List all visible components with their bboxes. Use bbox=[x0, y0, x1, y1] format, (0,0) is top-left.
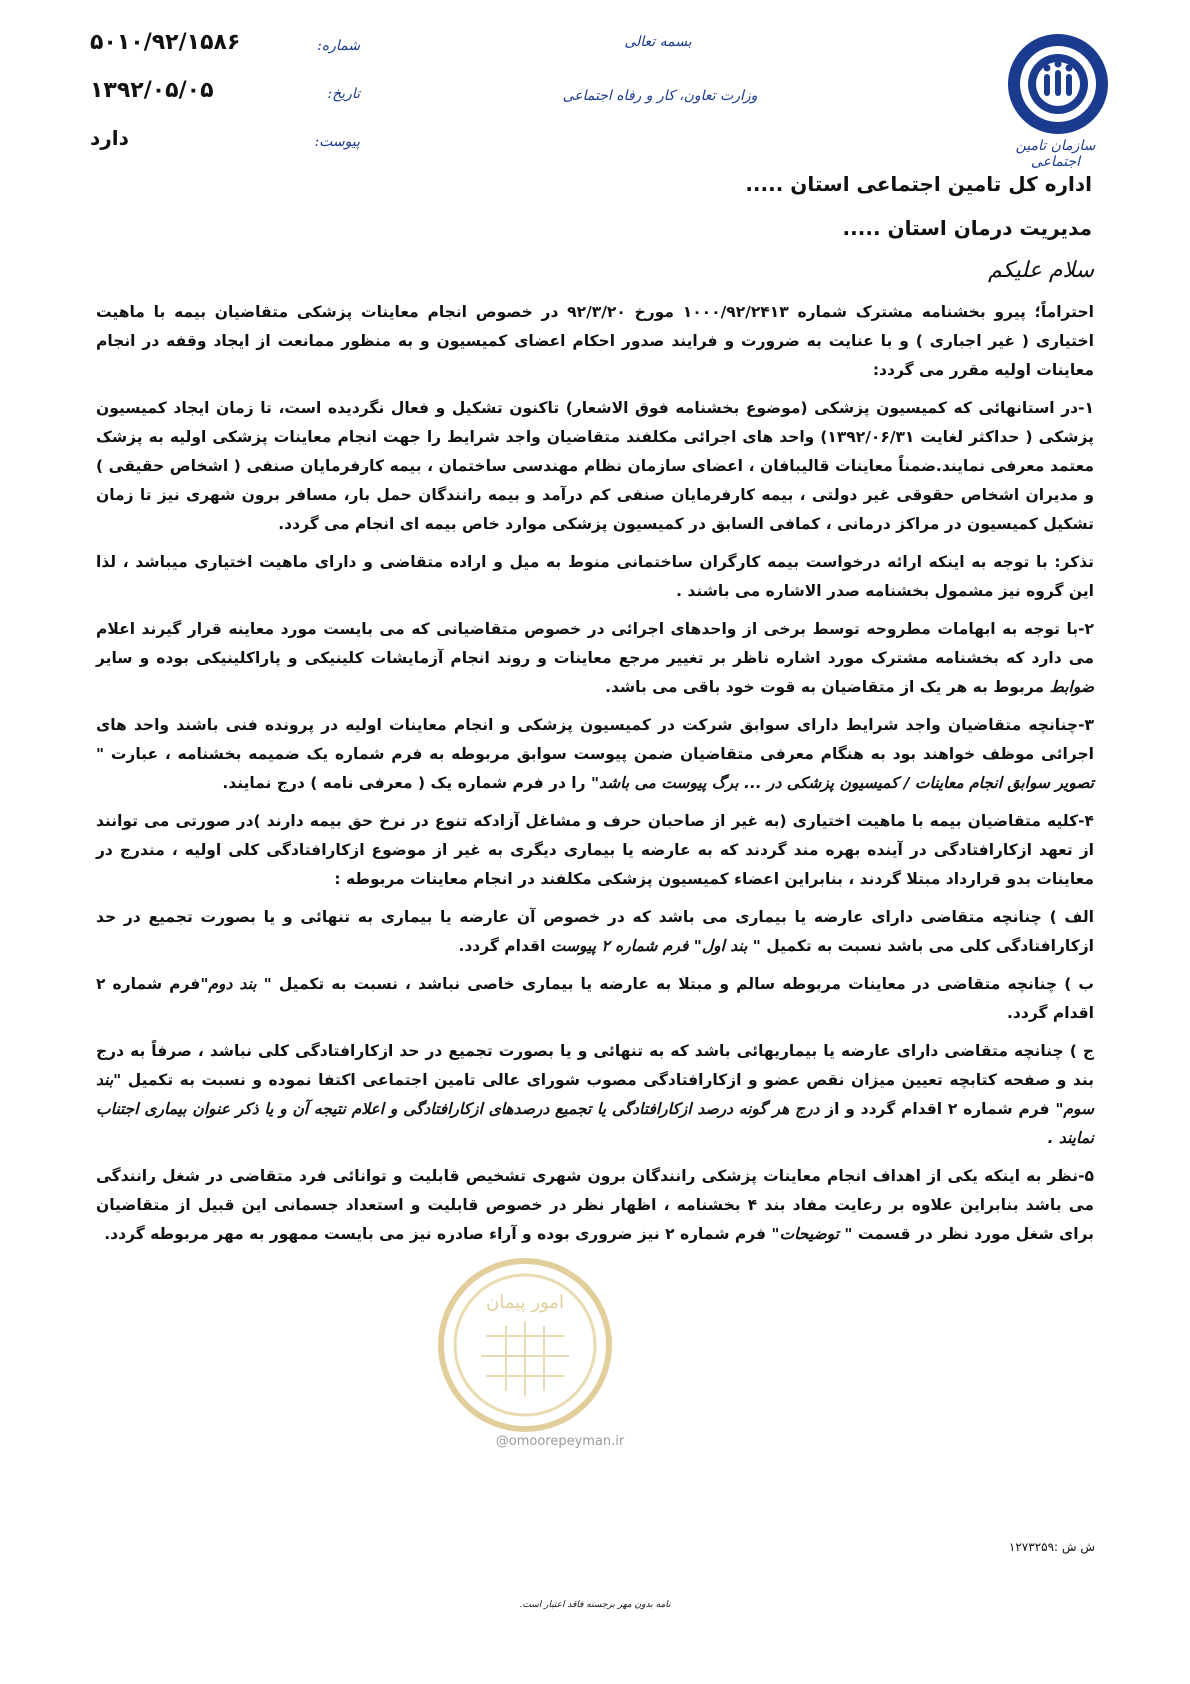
stamp-seal-icon bbox=[436, 1256, 614, 1434]
sub-item-c-emphasis-1: "بند سوم" bbox=[96, 1071, 1094, 1118]
number-label: شماره: bbox=[317, 38, 360, 54]
letter-body bbox=[96, 298, 1094, 1258]
recipient-line-2: مدیریت درمان استان ..... bbox=[842, 216, 1092, 240]
organization-name: سازمان تامین اجتماعی bbox=[1015, 138, 1096, 170]
item-2-text: ۲-با توجه به ابهامات مطروحه توسط برخی از واحدهای اجرائی در خصوص متقاضیانی که می بایست مورد معاینه قرار گیرند اعلام می دارد که بخشنامه مشترک مورد اشاره ناظر بر تغییر مرجع معاینات و روند انجام آزمایشات کلینیکی و پاراکلینیکی بوده و سایر bbox=[96, 620, 1094, 667]
item-3-text: ۳-چنانچه متقاضیان واجد شرایط دارای سوابق شرکت در کمیسیون پزشکی و انجام معاینات اولیه در پرونده فنی باشند واحد های اجرائی موظف خواهند بود به هنگام معرفی متقاضیان ضمن پیوست سوابق مربوطه به فرم شماره یک ضمیمه بخشنامه ، عبارت bbox=[96, 716, 1094, 763]
item-5-text: ۵-نظر به اینکه یکی از اهداف انجام معاینات پزشکی رانندگان برون شهری تشخیص قابلیت و توانائی فرد متقاضی در شغل رانندگی می باشد بنابراین علاوه بر رعایت مفاد بند ۴ بخشنامه ، اظهار نظر در خصوص قابلیت و استعداد جسمانی این قبیل از متقاضیان برای شغل مورد نظر در قسمت bbox=[96, 1167, 1095, 1243]
attachment-label: پیوست: bbox=[314, 134, 360, 150]
sub-item-c bbox=[96, 1037, 1094, 1153]
greeting: سلام علیکم bbox=[987, 258, 1094, 283]
intro-paragraph: احتراماً؛ پیرو بخشنامه مشترک شماره ۱۰۰۰/۹۲/۲۴۱۳ مورخ ۹۲/۳/۲۰ در خصوص انجام معاینات پزشکی متقاضیان بیمه با ماهیت اختیاری ( غیر اجباری ) و با عنایت به ضرورت و فرایند صدور احکام اعضای کمیسیون و به منظور ممانعت از ایجاد وقفه در انجام معاینات اولیه مقرر می گردد: bbox=[96, 303, 1094, 379]
watermark: @omoorepeyman.ir bbox=[495, 1434, 625, 1449]
ministry-name: وزارت تعاون، کار و رفاه اجتماعی bbox=[562, 88, 758, 104]
item-2-emphasis: ضوابط bbox=[1049, 678, 1094, 696]
sub-item-a-text: الف ) چنانچه متقاضی دارای عارضه یا بیماری می باشد که در خصوص آن عارضه یا بیماری به تنهائی و یا بصورت تجمیع در حد ازکارافتادگی کلی می باشد نسبت به تکمیل bbox=[96, 908, 1094, 955]
stamp-text: امور پیمان bbox=[486, 1292, 564, 1313]
recipient-line-1: اداره کل تامین اجتماعی استان ..... bbox=[745, 172, 1092, 196]
item-2 bbox=[96, 615, 1094, 702]
sub-item-c-emphasis-2: درج هر گونه درصد ازکارافتادگی یا تجمیع درصدهای ازکارافتادگی و اعلام نتیجه آن و یا ذکر عنوان بیماری اجتناب نمایند . bbox=[96, 1100, 1094, 1147]
social-security-logo-icon bbox=[1004, 30, 1112, 138]
basmala: بسمه تعالی bbox=[624, 34, 692, 50]
sub-item-b bbox=[96, 970, 1094, 1028]
sub-item-c-text: ج ) چنانچه متقاضی دارای عارضه یا بیماریهائی باشد که به تنهائی و یا بصورت تجمیع در حد ازکارافتادگی کلی نباشد ، صرفاً به درج بند و صفحه کتابچه تعیین میزان نقص عضو و ازکارافتادگی مصوب شورای عالی تامین اجتماعی اکتفا نموده و نسبت به تکمیل bbox=[96, 1042, 1094, 1089]
attachment-value: دارد bbox=[90, 126, 129, 150]
item-4: ۴-کلیه متقاضیان بیمه با ماهیت اختیاری (به غیر از صاحبان حرف و مشاغل آزادکه تنوع در نرخ حق بیمه دارند )در صورتی می توانند از تعهد ازکارافتادگی در آینده بهره مند گردند که به عارضه یا بیماری دیگری به غیر از موضوع ازکارافتادگی کلی اولیه ، مندرج در معاینات بدو قرارداد مبتلا گردند ، بنابراین اعضاء کمیسیون پزشکی مکلفند در انجام معاینات مربوطه : bbox=[96, 812, 1094, 888]
sub-item-a-emphasis: " بند اول" فرم شماره ۲ پیوست bbox=[550, 937, 761, 955]
footer-code: ش ش :۱۲۷۳۲۵۹ bbox=[1008, 1540, 1095, 1554]
date-label: تاریخ: bbox=[327, 86, 360, 102]
letter-number: ۵۰۱۰/۹۲/۱۵۸۶ bbox=[90, 30, 241, 55]
note-paragraph bbox=[96, 548, 1094, 606]
item-5-emphasis: " توضیحات" bbox=[771, 1225, 853, 1243]
note-text: با توجه به اینکه ارائه درخواست بیمه کارگران ساختمانی منوط به میل و اراده متقاضی و دارای ماهیت اختیاری میباشد ، لذا این گروه نیز مشمول بخشنامه صدر الاشاره می باشند . bbox=[96, 553, 1094, 600]
item-5 bbox=[96, 1162, 1094, 1249]
item-5-text-end: فرم شماره ۲ نیز ضروری بوده و آراء صادره نیز می بایست ممهور به مهر مربوطه گردد. bbox=[104, 1225, 772, 1243]
item-3-text-end: را در فرم شماره یک ( معرفی نامه ) درج نمایند. bbox=[222, 774, 591, 792]
sub-item-c-text-mid: فرم شماره ۲ اقدام گردد و از bbox=[819, 1100, 1056, 1118]
sub-item-b-emphasis: " بند دوم" bbox=[200, 975, 272, 993]
item-2-text-end: مربوط به هر یک از متقاضیان به قوت خود باقی می باشد. bbox=[605, 678, 1050, 696]
footer-note: نامه بدون مهر برجسته فاقد اعتبار است. bbox=[519, 1600, 671, 1610]
letter-date: ۱۳۹۲/۰۵/۰۵ bbox=[90, 78, 214, 103]
sub-item-a bbox=[96, 903, 1094, 961]
sub-item-a-text-end: اقدام گردد. bbox=[458, 937, 551, 955]
sub-item-b-text: ب ) چنانچه متقاضی در معاینات مربوطه سالم و مبتلا به عارضه یا بیماری خاصی نباشد ، نسبت به تکمیل bbox=[271, 975, 1094, 993]
sub-item-b-text-end: فرم شماره ۲ اقدام گردد. bbox=[96, 975, 1094, 1022]
note-label: تذکر: bbox=[1054, 553, 1094, 571]
item-1: ۱-در استانهائی که کمیسیون پزشکی (موضوع بخشنامه فوق الاشعار) تاکنون تشکیل و فعال نگردیده است، تا زمان ایجاد کمیسیون پزشکی ( حداکثر لغایت ۱۳۹۲/۰۶/۳۱) واحد های اجرائی مکلفند متقاضیان واجد شرایط را جهت انجام معاینات پزشکی اولیه به پزشک معتمد معرفی نمایند.ضمناً معاینات قالیبافان ، اعضای سازمان نظام مهندسی ساختمان ، بیمه کارفرمایان صنفی ( اشخاص حقیقی ) و مدیران اشخاص حقوقی غیر دولتی ، بیمه کارفرمایان صنفی کم درآمد و بیمه رانندگان حمل بار، مسافر برون شهری نیز تا زمان تشکیل کمیسیون در مراکز درمانی ، کمافی السابق در کمیسیون پزشکی موارد خاص بیمه ای انجام می گردد. bbox=[96, 399, 1095, 533]
item-3-emphasis: " تصویر سوابق انجام معاینات / کمیسیون پزشکی در ... برگ پیوست می باشد" bbox=[96, 745, 1094, 792]
item-3 bbox=[96, 711, 1094, 798]
